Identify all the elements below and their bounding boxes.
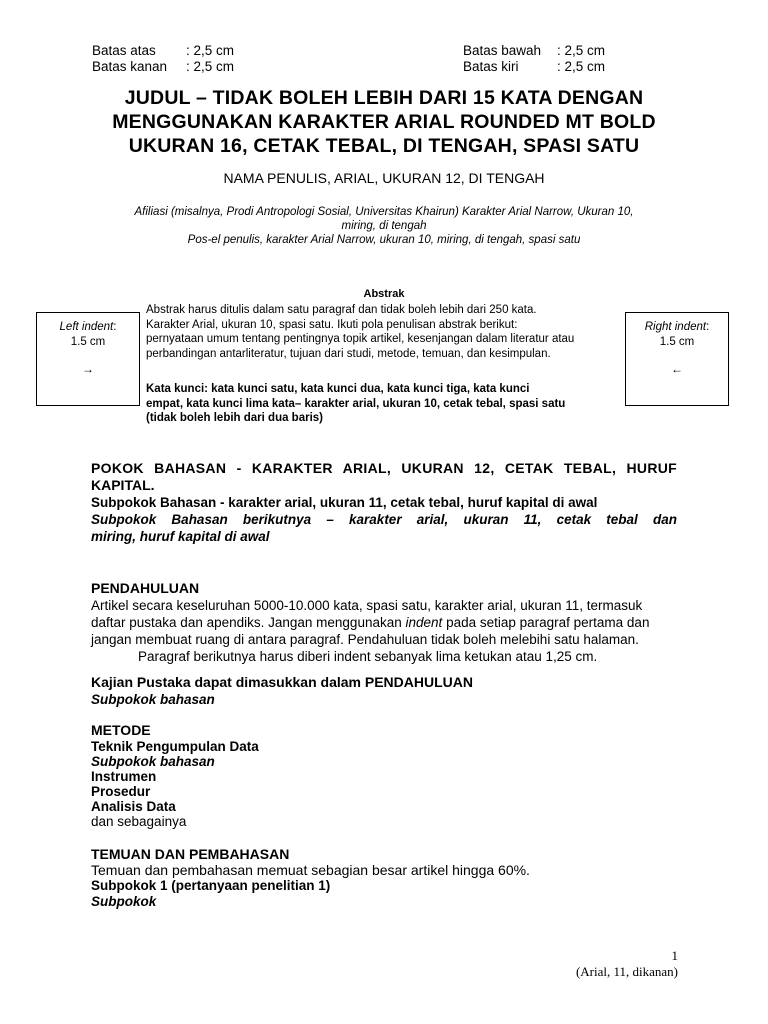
margin-right-row (92, 59, 234, 75)
kajian-subheading: Subpokok bahasan (91, 692, 215, 707)
left-indent-label: Left indent (59, 321, 114, 333)
pendahuluan-indent-word: indent (405, 615, 443, 630)
margin-left-label: Batas kiri (463, 59, 519, 74)
affiliation-line: miring, di tengah (341, 220, 427, 232)
abstract-heading: Abstrak (363, 288, 405, 300)
title-line: MENGGUNAKAN KARAKTER ARIAL ROUNDED MT BOLD (112, 111, 656, 133)
pendahuluan-heading: PENDAHULUAN (91, 580, 200, 596)
temuan-section (91, 846, 677, 910)
margin-bottom-row (463, 43, 605, 59)
temuan-subheading: Subpokok 1 (pertanyaan penelitian 1) (91, 878, 331, 893)
abstract-line: perbandingan antarliteratur, tujuan dari studi, metode, temuan, dan kesimpulan. (146, 347, 551, 360)
affiliation-line: Afiliasi (misalnya, Prodi Antropologi Sosial, Universitas Khairun) Karakter Arial Narrow, Ukuran 10, (134, 206, 634, 218)
pendahuluan-line (91, 614, 677, 631)
title-line: JUDUL – TIDAK BOLEH LEBIH DARI 15 KATA DENGAN (124, 87, 644, 109)
left-indent-colon: : (113, 321, 117, 333)
pendahuluan-line: jangan membuat ruang di antara paragraf. Pendahuluan tidak boleh melebihi satu halaman. (91, 632, 639, 647)
pendahuluan-line: Artikel secara keseluruhan 5000-10.000 kata, spasi satu, karakter arial, ukuran 11, termasuk (91, 598, 643, 613)
metode-item: Analisis Data (91, 799, 176, 814)
footer-note: (Arial, 11, dikanan) (575, 964, 678, 979)
right-indent-value: 1.5 cm (659, 336, 695, 348)
keyword-line: (tidak boleh lebih dari dua baris) (146, 412, 323, 425)
metode-item: Teknik Pengumpulan Data (91, 739, 259, 754)
margin-left-row (463, 59, 605, 75)
title-line: UKURAN 16, CETAK TEBAL, DI TENGAH, SPASI SATU (128, 135, 640, 157)
author-name: NAMA PENULIS, ARIAL, UKURAN 12, DI TENGAH (223, 170, 545, 186)
metode-heading: METODE (91, 722, 151, 738)
right-indent-colon: : (706, 321, 710, 333)
abstract-line: Abstrak harus ditulis dalam satu paragraf dan tidak boleh lebih dari 250 kata. (146, 304, 537, 316)
keyword-line: Kata kunci: kata kunci satu, kata kunci dua, kata kunci tiga, kata kunci (146, 383, 530, 395)
left-indent-value: 1.5 cm (70, 336, 106, 348)
abstract-line: pernyataan umum tentang pentingnya topik artikel, kesenjangan dalam literatur atau (146, 333, 575, 346)
pokok-bahasan-heading-cont: KAPITAL. (91, 477, 155, 493)
subpokok-bahasan: Subpokok Bahasan - karakter arial, ukuran 11, cetak tebal, huruf kapital di awal (91, 495, 598, 510)
temuan-heading: TEMUAN DAN PEMBAHASAN (91, 846, 290, 862)
page-number: 1 (671, 948, 678, 963)
margin-bottom-value: : 2,5 cm (557, 43, 606, 58)
pendahuluan-text: pada setiap paragraf pertama dan (446, 615, 650, 630)
metode-item: dan sebagainya (91, 814, 187, 829)
margin-bottom-label: Batas bawah (463, 43, 542, 58)
right-arrow-icon: → (82, 362, 94, 376)
affiliation (90, 205, 678, 247)
margin-right-label: Batas kanan (92, 59, 168, 74)
metode-item: Prosedur (91, 784, 151, 799)
kajian-heading: Kajian Pustaka dapat dimasukkan dalam PENDAHULUAN (91, 674, 473, 690)
affiliation-line: Pos-el penulis, karakter Arial Narrow, ukuran 10, miring, di tengah, spasi satu (187, 234, 581, 246)
temuan-text: Temuan dan pembahasan memuat sebagian besar artikel hingga 60%. (91, 862, 530, 878)
article-title (80, 86, 688, 158)
metode-item: Subpokok bahasan (91, 754, 215, 769)
margin-top-label: Batas atas (92, 43, 156, 58)
pokok-bahasan-heading: POKOK BAHASAN - KARAKTER ARIAL, UKURAN 12, CETAK TEBAL, HURUF (91, 460, 677, 476)
subpokok-bahasan-berikutnya: Subpokok Bahasan berikutnya – karakter arial, ukuran 11, cetak tebal dan (91, 512, 677, 527)
metode-item: Instrumen (91, 769, 157, 784)
abstract-line: Karakter Arial, ukuran 10, spasi satu. Ikuti pola penulisan abstrak berikut: (146, 318, 518, 331)
metode-section (91, 721, 677, 829)
margin-left-value: : 2,5 cm (557, 59, 606, 74)
left-arrow-icon: ← (671, 362, 683, 376)
right-indent-box (625, 312, 729, 406)
pendahuluan-text: daftar pustaka dan apendiks. Jangan menggunakan (91, 615, 402, 630)
margin-top-value: : 2,5 cm (186, 43, 235, 58)
abstract-body (146, 303, 622, 361)
keyword-line: empat, kata kunci lima kata– karakter arial, ukuran 10, cetak tebal, spasi satu (146, 397, 566, 410)
keywords (146, 382, 622, 426)
subpokok-bahasan-berikutnya-cont: miring, huruf kapital di awal (91, 529, 270, 544)
temuan-subsubheading: Subpokok (91, 894, 157, 909)
left-indent-box (36, 312, 140, 406)
margin-right-value: : 2,5 cm (186, 59, 235, 74)
pendahuluan-line-indented: Paragraf berikutnya harus diberi indent sebanyak lima ketukan atau 1,25 cm. (138, 649, 598, 664)
right-indent-label: Right indent (644, 321, 707, 333)
kajian-section (91, 674, 677, 708)
pokok-bahasan-block (91, 460, 677, 545)
margin-top-row (92, 43, 234, 59)
pendahuluan-section (91, 580, 677, 665)
